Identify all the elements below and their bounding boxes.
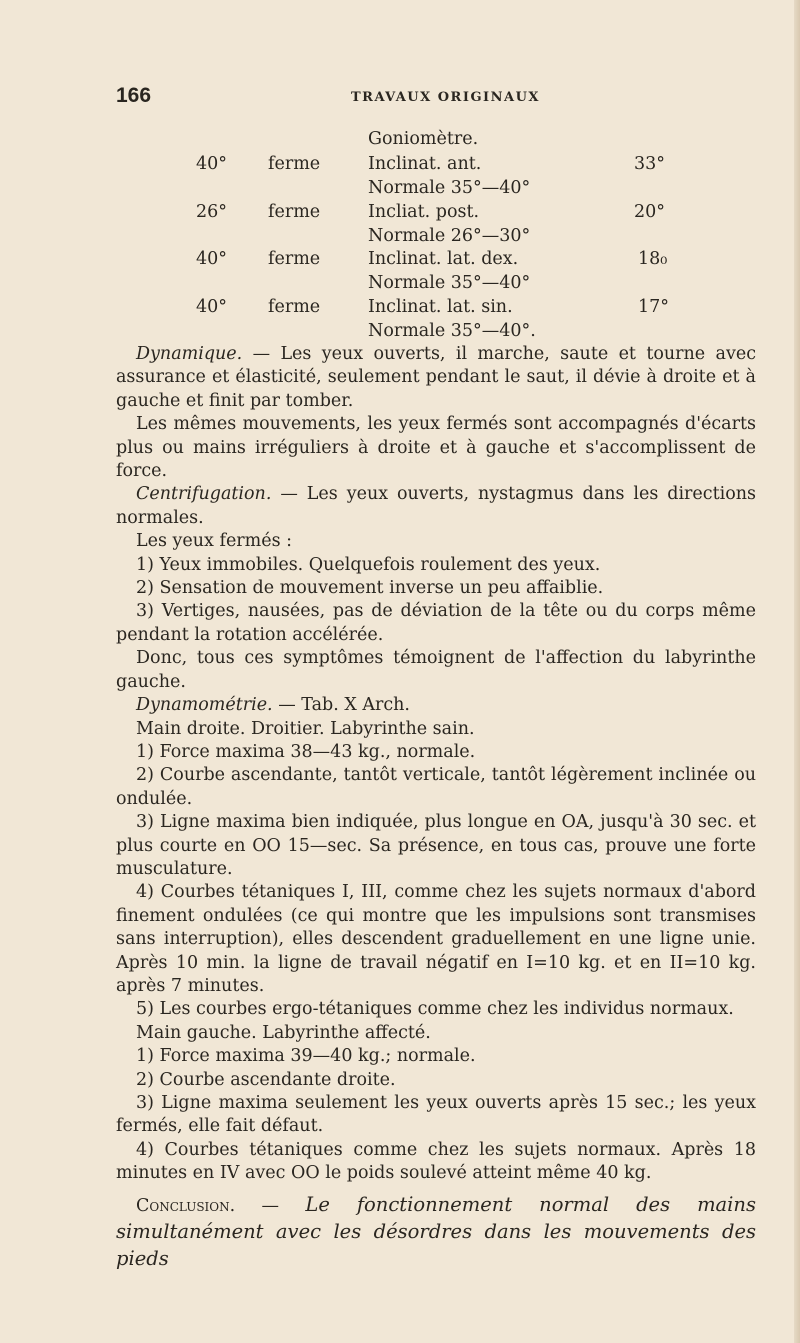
- section-label: Centrifugation.: [136, 484, 272, 505]
- list-item: 1) Force maxima 39—40 kg.; normale.: [136, 1046, 476, 1067]
- paragraph: Les mêmes mouvements, les yeux fermés sont accompagnés d'écarts plus ou mains irréguliers à droite et à gauche et s'accomplissent de force.: [116, 414, 756, 482]
- gonio-normal: Normale 35°—40°.: [368, 321, 536, 341]
- body-text: [116, 343, 756, 1273]
- paragraph-centrifugation: [116, 483, 756, 530]
- paragraph: Donc, tous ces symptômes témoignent de l'affection du labyrinthe gauche.: [116, 648, 756, 692]
- gonio-state: ferme: [268, 297, 321, 317]
- list-item: 1) Force maxima 38—43 kg., normale.: [136, 741, 476, 762]
- list-item: 3) Vertiges, nausées, pas de déviation de la tête ou du corps même pendant la rotation accélérée.: [116, 601, 756, 645]
- gonio-normal: Normale 35°—40°: [368, 178, 531, 198]
- gonio-normal: Normale 35°—40°: [368, 273, 531, 293]
- conclusion-dash: —: [235, 1195, 306, 1216]
- gonio-angle: 40°: [196, 297, 228, 317]
- page-header: [116, 84, 756, 114]
- gonio-value: 18₀: [638, 249, 668, 269]
- paragraph: Main gauche. Labyrinthe affecté.: [136, 1022, 431, 1043]
- list-item: 2) Sensation de mouvement inverse un peu affaiblie.: [136, 578, 604, 599]
- gonio-value: 17°: [638, 297, 670, 317]
- gonio-test: Inclinat. lat. dex.: [368, 249, 519, 269]
- gonio-value: 33°: [634, 154, 666, 174]
- paragraph-dynamique: [116, 343, 756, 413]
- gonio-state: ferme: [268, 154, 321, 174]
- conclusion-text: Le fonctionnement normal des mains simultanément avec les désordres dans les mouvements des pieds: [116, 1192, 756, 1270]
- paragraph-text: — Tab. X Arch.: [272, 695, 410, 716]
- list-item: 1) Yeux immobiles. Quelquefois roulement des yeux.: [136, 554, 601, 575]
- list-item: 2) Courbe ascendante, tantôt verticale, tantôt légèrement inclinée ou ondulée.: [116, 765, 756, 809]
- section-label: Dynamométrie.: [136, 695, 273, 716]
- paragraph-text: — Les yeux ouverts, nystagmus dans les directions normales.: [116, 484, 756, 528]
- conclusion: [116, 1192, 756, 1273]
- section-label: Dynamique.: [136, 344, 243, 364]
- paragraph: Main droite. Droitier. Labyrinthe sain.: [136, 718, 475, 739]
- list-item: 3) Ligne maxima bien indiquée, plus longue en OA, jusqu'à 30 sec. et plus courte en OO 15—sec. Sa présence, en tous cas, prouve une forte musculature.: [116, 812, 756, 879]
- gonio-test: Incliat. post.: [368, 202, 480, 222]
- list-item: 5) Les courbes ergo-tétaniques comme chez les individus normaux.: [136, 999, 734, 1020]
- gonio-state: ferme: [268, 249, 321, 269]
- page-number: 166: [116, 84, 152, 107]
- paragraph-dynamometrie: [116, 694, 756, 717]
- gonio-angle: 26°: [196, 202, 228, 222]
- running-title: TRAVAUX ORIGINAUX: [351, 90, 541, 105]
- gonio-angle: 40°: [196, 154, 228, 174]
- goniometer-title: Goniomètre.: [368, 129, 479, 149]
- gonio-angle: 40°: [196, 249, 228, 269]
- list-item: 2) Courbe ascendante droite.: [136, 1069, 396, 1090]
- paragraph: Les yeux fermés :: [136, 531, 293, 552]
- conclusion-label: Conclusion.: [136, 1195, 236, 1216]
- gonio-test: Inclinat. lat. sin.: [368, 297, 513, 317]
- list-item: 4) Courbes tétaniques I, III, comme chez les sujets normaux d'abord finement ondulées (ce qui montre que les impulsions sont transmises sans interruption), elles descendent graduellement en une ligne unie. Après 10 min. la ligne de travail négatif en I=10 kg. et en II=10 kg. après 7 minutes.: [116, 882, 756, 996]
- gonio-normal: Normale 26°—30°: [368, 226, 531, 246]
- page-edge: [794, 0, 800, 1343]
- gonio-test: Inclinat. ant.: [368, 154, 482, 174]
- list-item: 3) Ligne maxima seulement les yeux ouverts après 15 sec.; les yeux fermés, elle fait défaut.: [116, 1093, 756, 1137]
- list-item: 4) Courbes tétaniques comme chez les sujets normaux. Après 18 minutes en IV avec OO le poids soulevé atteint même 40 kg.: [116, 1139, 756, 1184]
- paragraph-text: — Les yeux ouverts, il marche, saute et tourne avec assurance et élasticité, seulement pendant le saut, il dévie à droite et à gauche et finit par tomber.: [116, 344, 756, 411]
- gonio-state: ferme: [268, 202, 321, 222]
- gonio-value: 20°: [634, 202, 666, 222]
